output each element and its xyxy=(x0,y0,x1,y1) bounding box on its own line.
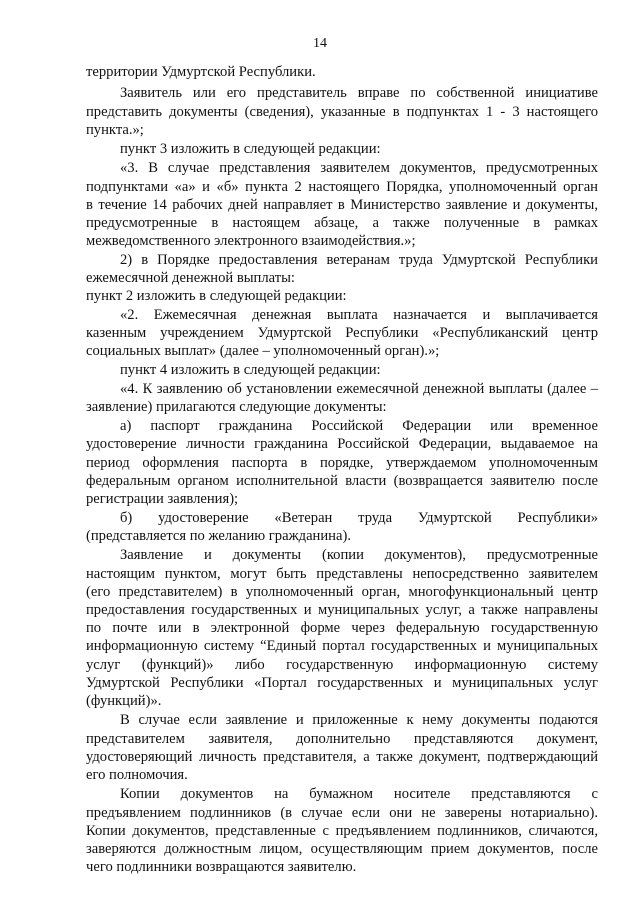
text-line: предъявлением подлинников (в случае если они не заверены нотариально). xyxy=(86,805,598,821)
text-line: пункт 4 изложить в следующей редакции: xyxy=(120,362,381,378)
text-line: (его представителем) в уполномоченный орган, многофункциональный центр xyxy=(86,584,598,600)
text-line: «3. В случае представления заявителем документов, предусмотренных xyxy=(120,160,598,176)
text-line: Копии документов на бумажном носителе представляются с xyxy=(120,786,598,802)
text-line: заявление) прилагаются следующие документы: xyxy=(86,399,387,415)
text-line: в течение 14 рабочих дней направляет в Министерство заявление и документы, xyxy=(86,197,598,213)
text-line: а) паспорт гражданина Российской Федерации или временное xyxy=(120,418,598,434)
text-line: подпунктами «а» и «б» пункта 2 настоящего Порядка, уполномоченный орган xyxy=(86,179,598,195)
text-line: настоящим пунктом, могут быть представлены непосредственно заявителем xyxy=(86,566,598,582)
text-line: пункта.»; xyxy=(86,122,144,138)
text-line: ежемесячной денежной выплаты: xyxy=(86,270,295,286)
text-line: «4. К заявлению об установлении ежемесячной денежной выплаты (далее – xyxy=(120,381,598,397)
text-line: представителем заявителя, дополнительно представляются документ, xyxy=(86,731,598,747)
text-line: Удмуртской Республики «Портал государственных и муниципальных услуг xyxy=(86,675,598,691)
text-line: период оформления паспорта в порядке, утверждаемом уполномоченным xyxy=(86,455,598,471)
text-line: (функций)». xyxy=(86,693,162,709)
text-line: услуг (функций)» либо государственную информационную систему xyxy=(86,657,598,673)
text-line: «2. Ежемесячная денежная выплата назначается и выплачивается xyxy=(120,307,598,323)
text-line: информационную систему “Единый портал государственных и муниципальных xyxy=(86,638,598,654)
text-line: Заявитель или его представитель вправе по собственной инициативе xyxy=(120,85,598,101)
text-line: Заявление и документы (копии документов), предусмотренные xyxy=(120,547,598,563)
text-line: б) удостоверение «Ветеран труда Удмуртской Республики» xyxy=(120,510,598,526)
text-line: его полномочия. xyxy=(86,767,188,783)
text-line: В случае если заявление и приложенные к нему документы подаются xyxy=(120,712,598,728)
text-line: удостоверяющий личность представителя, а также документ, подтверждающий xyxy=(86,749,598,765)
page-number: 14 xyxy=(313,36,327,51)
text-line: чего подлинники возвращаются заявителю. xyxy=(86,859,357,875)
text-line: предусмотренные в настоящем абзаце, а также полученные в рамках xyxy=(86,215,598,231)
text-line: пункт 2 изложить в следующей редакции: xyxy=(86,288,347,304)
text-line: казенным учреждением Удмуртской Республики «Республиканский центр xyxy=(86,325,598,341)
text-line: предоставления государственных и муниципальных услуг, а также направлены xyxy=(86,602,598,618)
text-line: (представляется по желанию гражданина). xyxy=(86,528,351,544)
text-line: межведомственного электронного взаимодействия.»; xyxy=(86,233,416,249)
text-line: представить документы (сведения), указанные в подпунктах 1 - 3 настоящего xyxy=(86,104,598,120)
text-line: по почте или в электронной форме через федеральную государственную xyxy=(86,620,598,636)
text-line: социальных выплат» (далее – уполномоченный орган).»; xyxy=(86,343,440,359)
text-line: Копии документов, представленные с предъявлением подлинников, сличаются, xyxy=(86,823,598,839)
text-line: регистрации заявления); xyxy=(86,491,239,507)
text-line: пункт 3 изложить в следующей редакции: xyxy=(120,141,381,157)
text-line: удостоверение личности гражданина Российской Федерации, выдаваемое на xyxy=(86,436,598,452)
text-line: заверяются должностным лицом, осуществляющим прием документов, после xyxy=(86,841,598,857)
text-line: федеральным органом исполнительной власти (возвращается заявителю после xyxy=(86,473,598,489)
text-line: 2) в Порядке предоставления ветеранам труда Удмуртской Республики xyxy=(120,252,598,268)
text-line: территории Удмуртской Республики. xyxy=(86,64,316,80)
